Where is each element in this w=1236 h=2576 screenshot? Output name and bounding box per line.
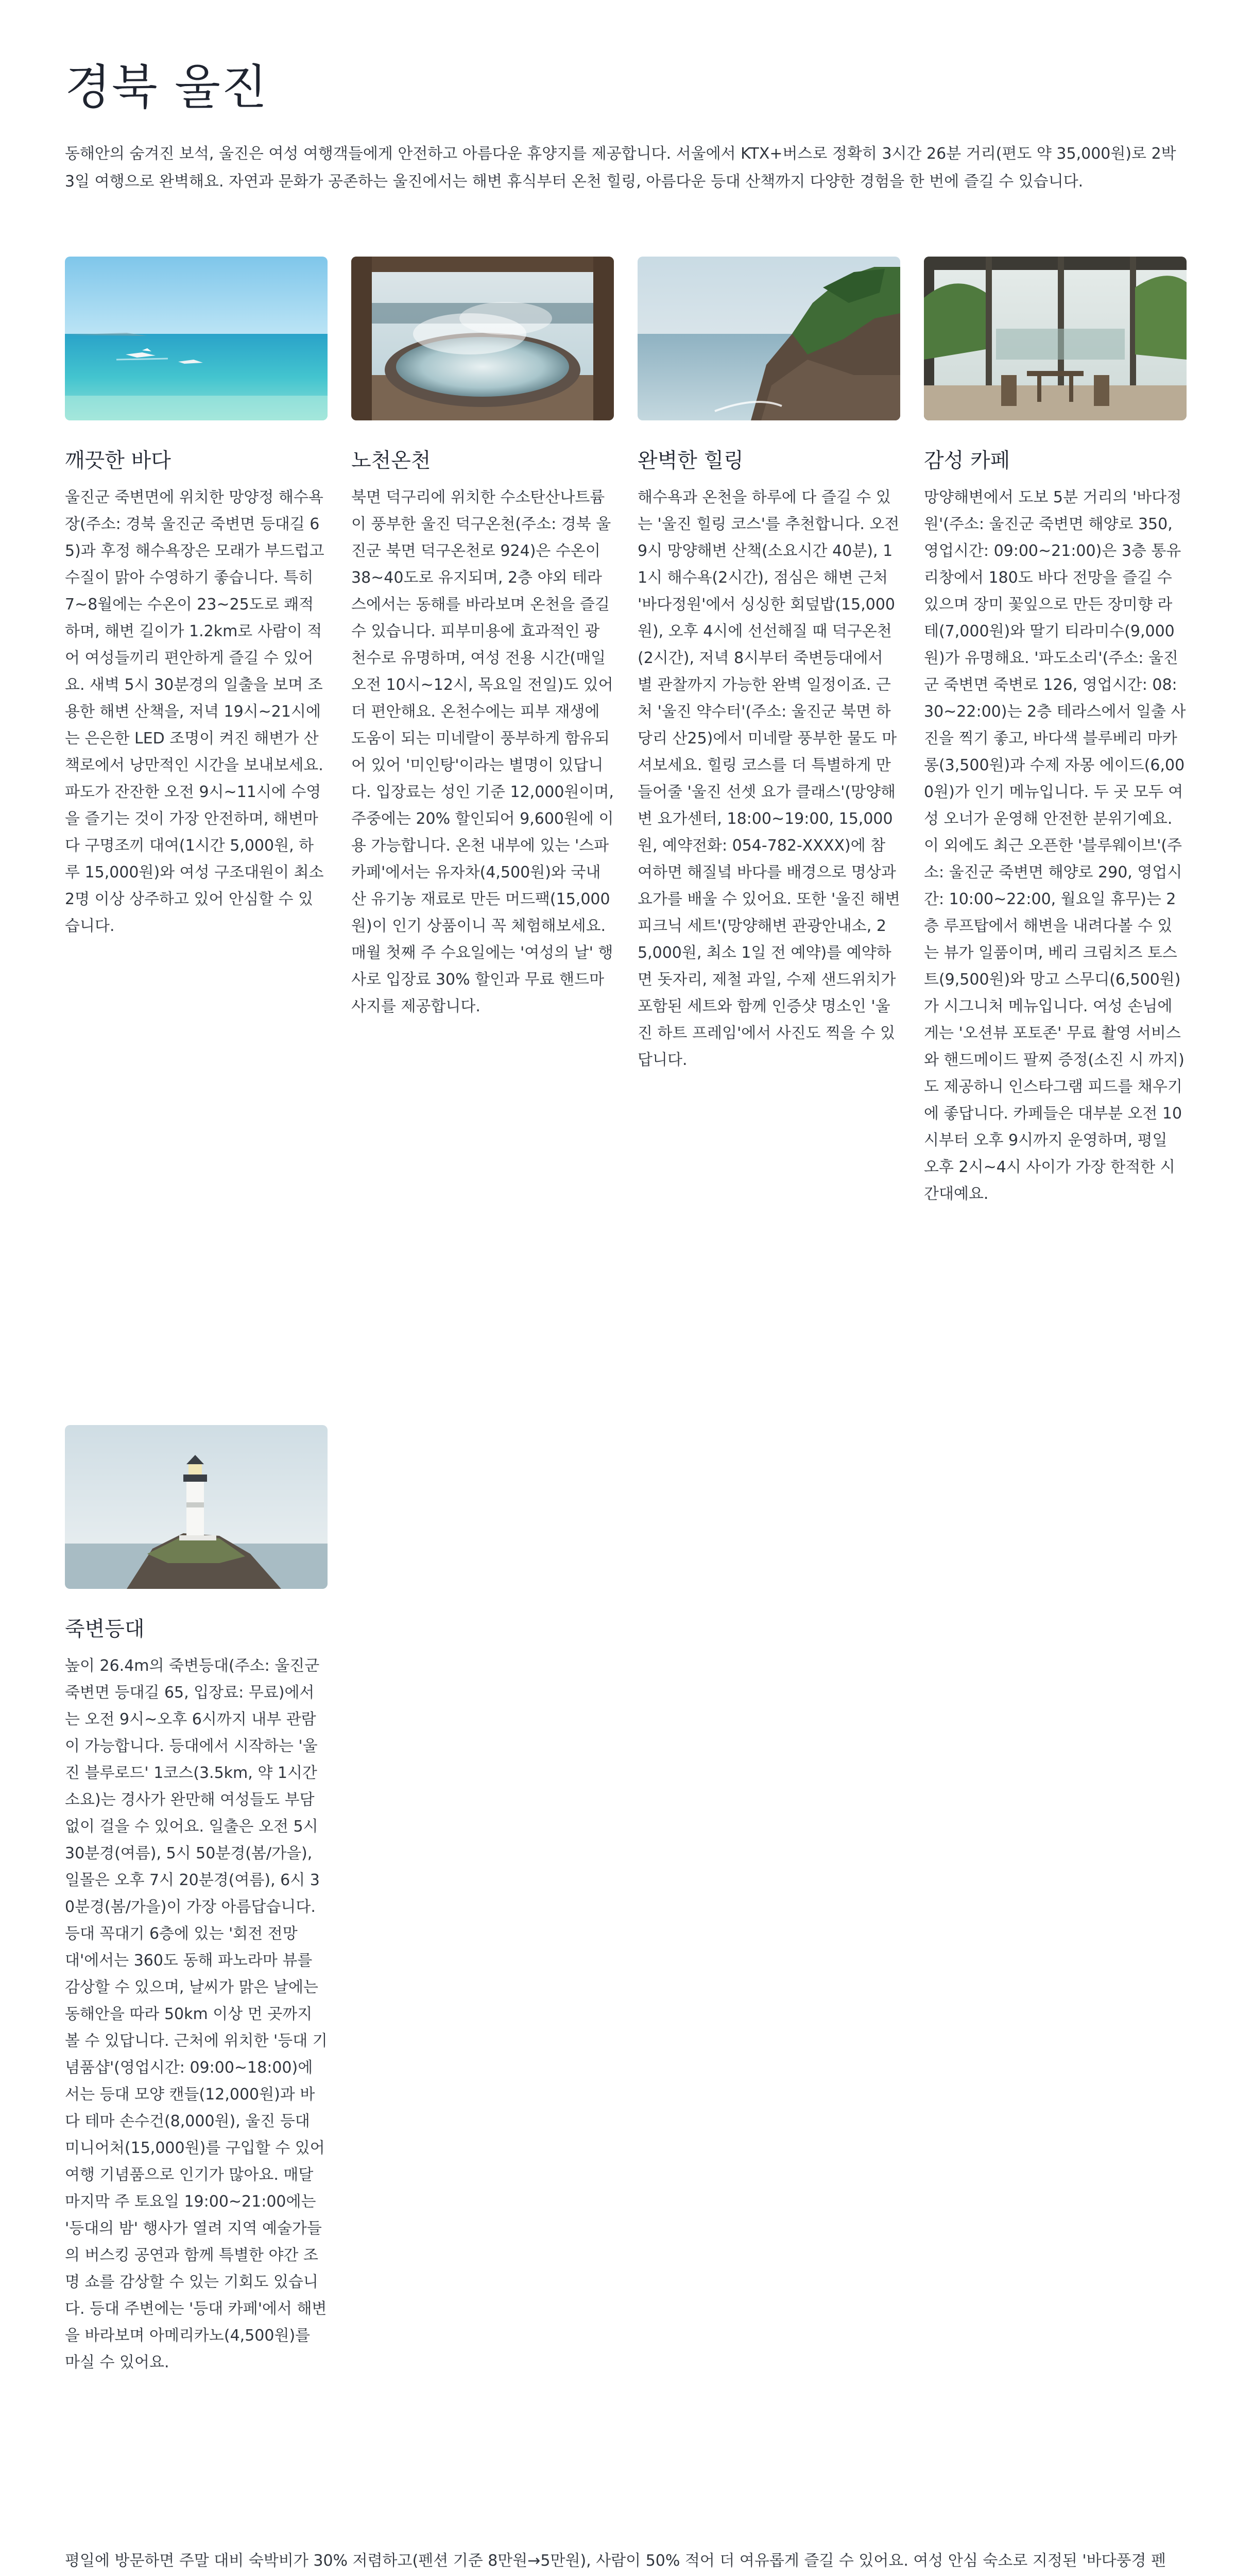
card-title: 깨끗한 바다 [65,449,171,472]
card-title: 완벽한 힐링 [638,449,744,472]
cafe-photo [924,257,1187,420]
page-title: 경북 울진 [65,60,268,115]
card-body: 울진군 죽변면에 위치한 망양정 해수욕장(주소: 경북 울진군 죽변면 등대길 65)과 후정 해수욕장은 모래가 부드럽고 수질이 맑아 수영하기 좋습니다. 특히 7~8월에는 수온이 23~25도로 쾌적하며, 해변 길이가 1.2km로 사람이 적어 여성들끼리 편안하게 즐길 수 있어요. 새벽 5시 30분경의 일출을 보며 조용한 해변 산책을, 저녁 19시~21시에는 은은한 LED 조명이 켜진 해변가 산책로에서 낭만적인 시간을 보내보세요. 파도가 잔잔한 오전 9시~11시에 수영을 즐기는 것이 가장 안전하며, 해변마다 구명조끼 대여(1시간 5,000원, 하루 15,000원)와 여성 구조대원이 최소 2명 이상 상주하고 있어 안심할 수 있습니다. [65,488,324,935]
lighthouse-photo [65,1425,328,1589]
card-body: 망양해변에서 도보 5분 거리의 '바다정원'(주소: 울진군 죽변면 해양로 350, 영업시간: 09:00~21:00)은 3층 통유리창에서 180도 바다 전망을 즐길 수 있으며 장미 꽃잎으로 만든 장미향 라테(7,000원)와 딸기 티라미수(9,000원)가 유명해요. '파도소리'(주소: 울진군 죽변면 죽변로 126, 영업시간: 08:30~22:00)는 2층 테라스에서 일출 사진을 찍기 좋고, 바다색 블루베리 마카롱(3,500원)과 수제 자몽 에이드(6,000원)가 인기 메뉴입니다. 두 곳 모두 여성 오너가 운영해 안전한 분위기예요. 이 외에도 최근 오픈한 '블루웨이브'(주소: 울진군 죽변면 해양로 290, 영업시간: 10:00~22:00, 월요일 휴무)는 2층 루프탑에서 해변을 내려다볼 수 있는 뷰가 일품이며, 베리 크림치즈 토스트(9,500원)와 망고 스무디(6,500원)가 시그니처 메뉴입니다. 여성 손님에게는 '오션뷰 포토존' 무료 촬영 서비스와 핸드메이드 팔찌 증정(소진 시 까지)도 제공하니 인스타그램 피드를 채우기에 좋답니다. 카페들은 대부분 오전 10시부터 오후 9시까지 운영하며, 평일 오후 2시~4시 사이가 가장 한적한 시간대예요. [924,488,1186,1203]
paragraph-accommodation: 평일에 방문하면 주말 대비 숙박비가 30% 저렴하고(펜션 기준 8만원→5만원), 사람이 50% 적어 더 여유롭게 즐길 수 있어요. 여성 안심 숙소로 지정된 '바다풍경 펜 [65,2552,1166,2570]
card-perfect-healing [638,257,900,1074]
card-clean-sea [65,257,328,940]
card-body: 북면 덕구리에 위치한 수소탄산나트륨이 풍부한 울진 덕구온천(주소: 경북 울진군 북면 덕구온천로 924)은 수온이 38~40도로 유지되며, 2층 야외 테라스에서는 동해를 바라보며 온천을 즐길 수 있습니다. 피부미용에 효과적인 광천수로 유명하며, 여성 전용 시간(매일 오전 10시~12시, 목요일 전일)도 있어 더 편안해요. 온천수에는 피부 재생에 도움이 되는 미네랄이 풍부하게 함유되어 있어 '미인탕'이라는 별명이 있답니다. 입장료는 성인 기준 12,000원이며, 주중에는 20% 할인되어 9,600원에 이용 가능합니다. 온천 내부에 있는 '스파 카페'에서는 유자차(4,500원)와 국내산 유기농 재료로 만든 머드팩(15,000원)이 인기 상품이니 꼭 체험해보세요. 매월 첫째 주 수요일에는 '여성의 날' 행사로 입장료 30% 할인과 무료 핸드마사지를 제공합니다. [351,488,614,1015]
card-title: 노천온천 [351,449,431,472]
card-title: 죽변등대 [65,1617,145,1641]
card-body: 높이 26.4m의 죽변등대(주소: 울진군 죽변면 등대길 65, 입장료: 무료)에서는 오전 9시~오후 6시까지 내부 관람이 가능합니다. 등대에서 시작하는 '울진 블루로드' 1코스(3.5km, 약 1시간 소요)는 경사가 완만해 여성들도 부담 없이 걸을 수 있어요. 일출은 오전 5시 30분경(여름), 5시 50분경(봄/가을), 일몰은 오후 7시 20분경(여름), 6시 30분경(봄/가을)이 가장 아름답습니다. 등대 꼭대기 6층에 있는 '회전 전망대'에서는 360도 동해 파노라마 뷰를 감상할 수 있으며, 날씨가 맑은 날에는 동해안을 따라 50km 이상 먼 곳까지 볼 수 있답니다. 근처에 위치한 '등대 기념품샵'(영업시간: 09:00~18:00)에서는 등대 모양 캔들(12,000원)과 바다 테마 손수건(8,000원), 울진 등대 미니어처(15,000원)를 구입할 수 있어 여행 기념품으로 인기가 많아요. 매달 마지막 주 토요일 19:00~21:00에는 '등대의 밤' 행사가 열려 지역 예술가들의 버스킹 공연과 함께 특별한 야간 조명 쇼를 감상할 수 있는 기회도 있습니다. 등대 주변에는 '등대 카페'에서 해변을 바라보며 아메리카노(4,500원)를 마실 수 있어요. [65,1657,328,2371]
intro-paragraph: 동해안의 숨겨진 보석, 울진은 여성 여행객들에게 안전하고 아름다운 휴양지를 제공합니다. 서울에서 KTX+버스로 정확히 3시간 26분 거리(편도 약 35,000원)로 2박 3일 여행으로 완벽해요. 자연과 문화가 공존하는 울진에서는 해변 휴식부터 온천 힐링, 아름다운 등대 산책까지 다양한 경험을 한 번에 즐길 수 있습니다. [65,145,1176,191]
hot-spring-photo [351,257,614,420]
coast-photo [638,257,900,420]
card-body: 해수욕과 온천을 하루에 다 즐길 수 있는 '울진 힐링 코스'를 추천합니다. 오전 9시 망양해변 산책(소요시간 40분), 11시 해수욕(2시간), 점심은 해변 근처 '바다정원'에서 싱싱한 회덮밥(15,000원), 오후 4시에 선선해질 때 덕구온천(2시간), 저녁 8시부터 죽변등대에서 별 관찰까지 가능한 완벽 일정이죠. 근처 '울진 약수터'(주소: 울진군 북면 하당리 산25)에서 미네랄 풍부한 물도 마셔보세요. 힐링 코스를 더 특별하게 만들어줄 '울진 선셋 요가 클래스'(망양해변 요가센터, 18:00~19:00, 15,000원, 예약전화: 054-782-XXXX)에 참여하면 해질녘 바다를 배경으로 명상과 요가를 배울 수 있어요. 또한 '울진 해변 피크닉 세트'(망양해변 관광안내소, 25,000원, 최소 1일 전 예약)를 예약하면 돗자리, 제철 과일, 수제 샌드위치가 포함된 세트와 함께 인증샷 명소인 '울진 하트 프레임'에서 사진도 찍을 수 있답니다. [638,488,900,1069]
card-hot-spring [351,257,614,1020]
sea-photo [65,257,328,420]
card-title: 감성 카페 [924,449,1010,472]
card-cafe [924,257,1187,1208]
card-lighthouse [65,1425,328,2376]
